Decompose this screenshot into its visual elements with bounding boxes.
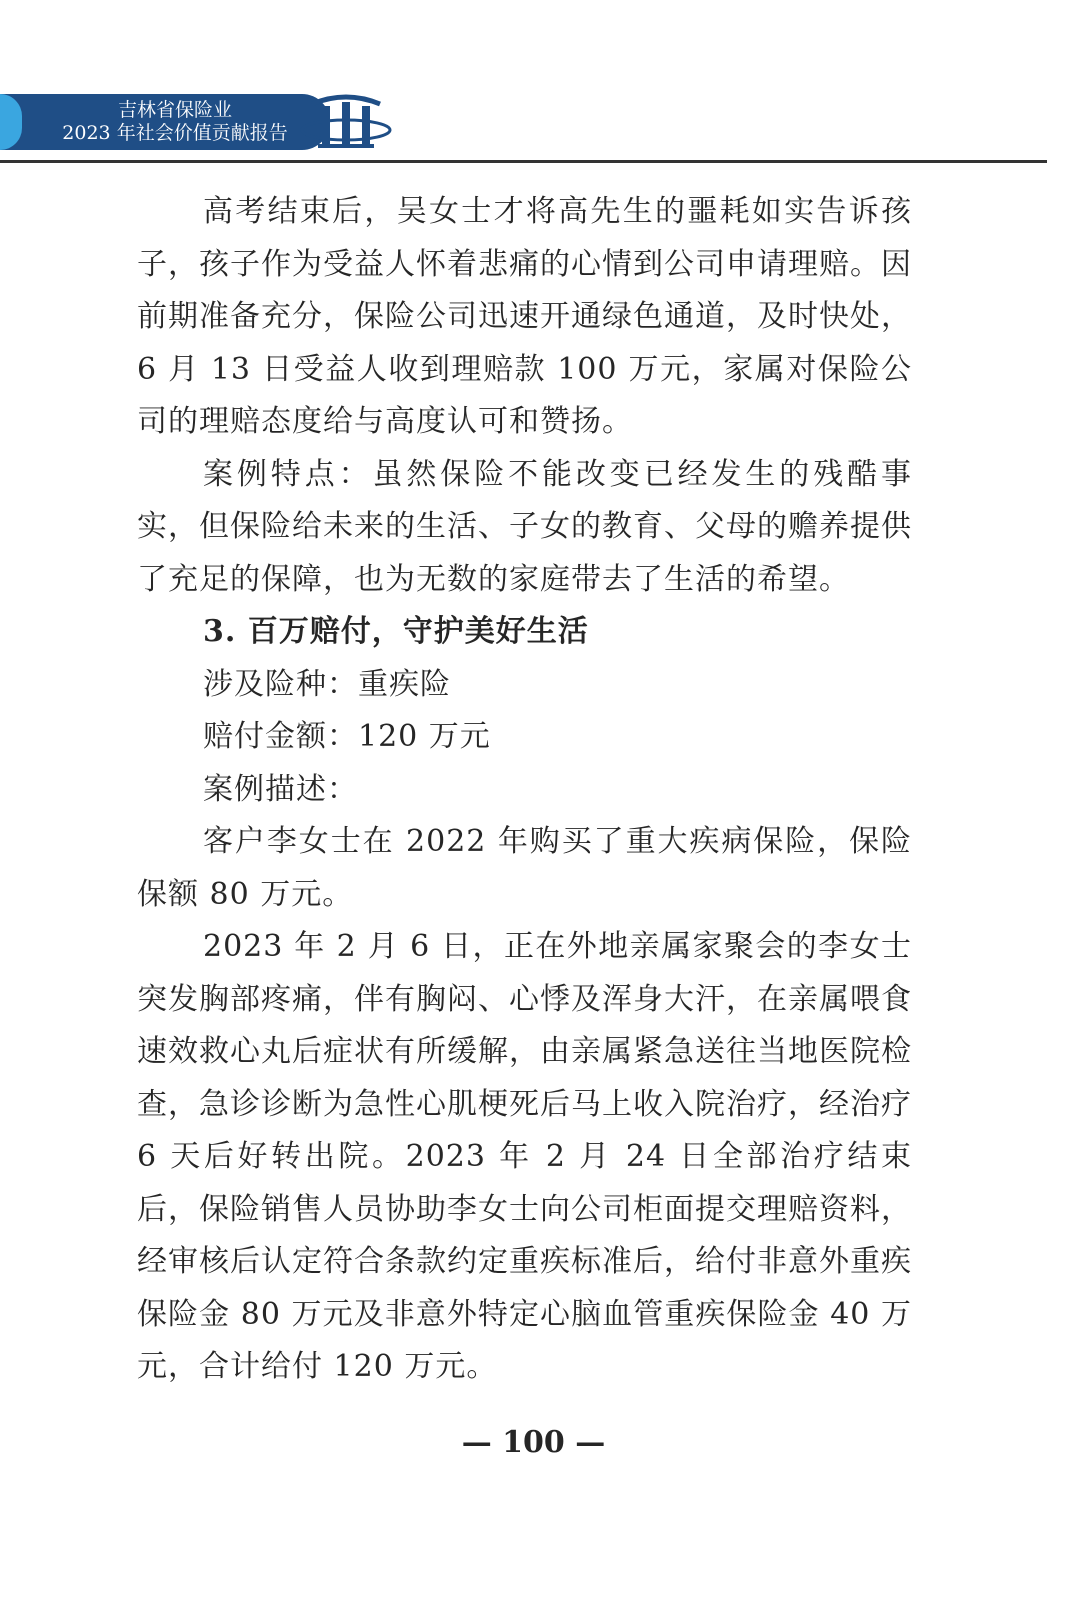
case-description-label: 案例描述： <box>203 771 358 807</box>
case-paragraph: 2023 年 2 月 6 日，正在外地亲属家聚会的李女士突发胸部疼痛，伴有胸闷、心悸及浑身大汗，在亲属喂食速效救心丸后症状有所缓解，由亲属紧急送往当地医院检查，急诊诊断为急性心肌梗死后马上收入院治疗，经治疗 6 天后好转出院。2023 年 2 月 24 日全部治疗结束后，保险销售人员协助李女士向公司柜面提交理赔资料，经审核后认定符合条款约定重疾标准后，给付非意外重疾保险金 80 万元及非意外特定心脑血管重疾保险金 40 万元，合计给付 120 万元。 <box>137 929 912 1384</box>
report-title-line1: 吉林省保险业 <box>117 99 232 121</box>
page-number: — 100 — <box>461 1425 606 1460</box>
case-heading: 3. 百万赔付，守护美好生活 <box>203 614 589 649</box>
insurance-type-line: 涉及险种：重疾险 <box>203 666 451 702</box>
body-paragraph: 高考结束后，吴女士才将高先生的噩耗如实告诉孩子，孩子作为受益人怀着悲痛的心情到公司申请理赔。因前期准备充分，保险公司迅速开通绿色通道，及时快处，6 月 13 日受益人收到理赔款 100 万元，家属对保险公司的理赔态度给与高度认可和赞扬。 <box>137 194 912 439</box>
header-divider <box>0 160 1047 163</box>
main-content <box>137 186 912 1394</box>
insurance-association-logo-icon <box>300 90 392 152</box>
case-paragraph: 客户李女士在 2022 年购买了重大疾病保险，保险保额 80 万元。 <box>137 824 912 912</box>
report-title-line2: 2023 年社会价值贡献报告 <box>62 122 288 144</box>
payout-amount-line: 赔付金额：120 万元 <box>203 719 491 754</box>
page-header <box>0 90 400 152</box>
case-features-paragraph: 案例特点：虽然保险不能改变已经发生的残酷事实，但保险给未来的生活、子女的教育、父母的赡养提供了充足的保障，也为无数的家庭带去了生活的希望。 <box>137 456 912 597</box>
report-title <box>40 99 310 145</box>
